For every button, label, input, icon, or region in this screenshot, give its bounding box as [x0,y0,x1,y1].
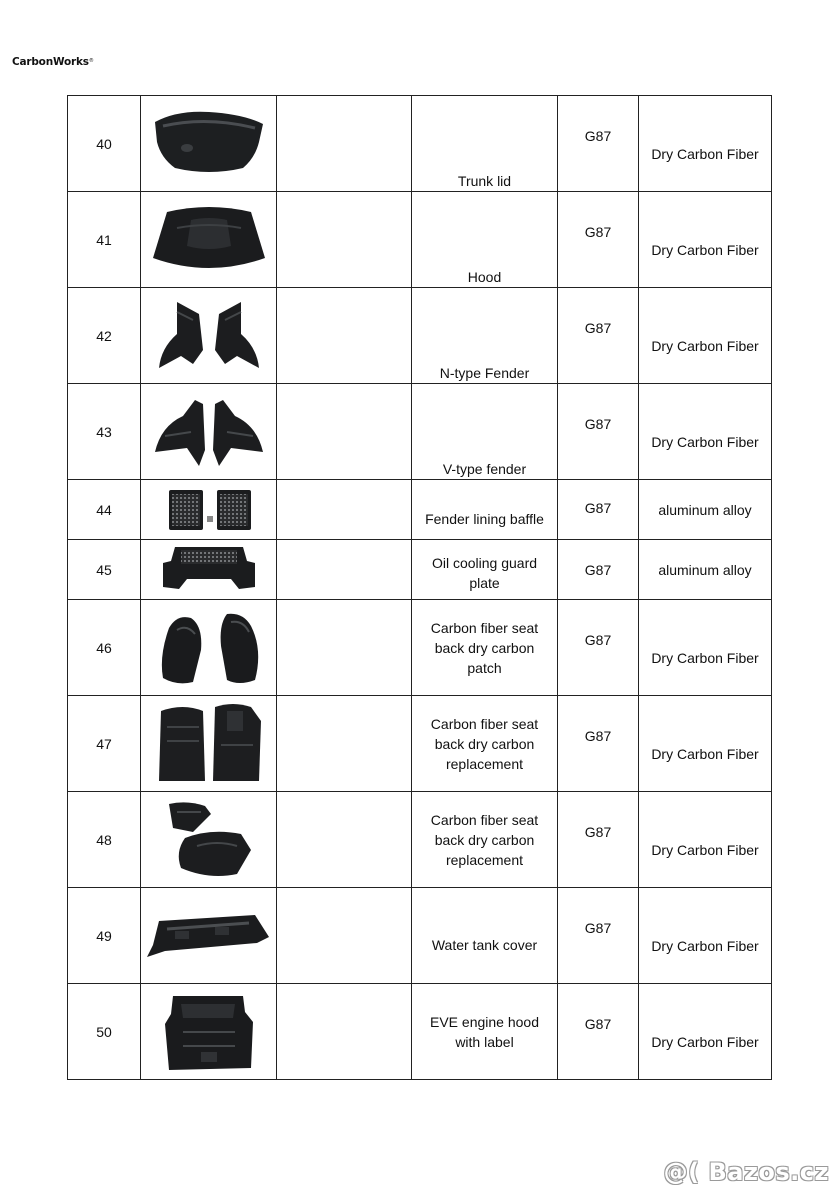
brand-logo: CarbonWorks® [12,56,94,68]
installed-photo [277,888,412,984]
item-number: 49 [68,888,141,984]
material: Dry Carbon Fiber [639,696,772,792]
item-number: 47 [68,696,141,792]
part-name: EVE engine hood with label [412,984,558,1080]
material: Dry Carbon Fiber [639,384,772,480]
item-number: 45 [68,540,141,600]
watermark: @( Bazos.cz [663,1158,829,1186]
table-row [68,192,772,288]
item-number: 50 [68,984,141,1080]
model-code: G87 [558,696,639,792]
part-name: Carbon fiber seat back dry carbon patch [412,600,558,696]
table-row [68,888,772,984]
installed-photo [277,792,412,888]
part-name: Carbon fiber seat back dry carbon replacement [412,696,558,792]
part-name: Trunk lid [412,96,558,192]
material: Dry Carbon Fiber [639,192,772,288]
product-image [141,480,277,540]
engine-cover-icon [147,988,271,1076]
table-row [68,480,772,540]
installed-photo [277,540,412,600]
model-code: G87 [558,984,639,1080]
model-code: G87 [558,192,639,288]
part-name: Hood [412,192,558,288]
model-code: G87 [558,480,639,540]
product-image [141,192,277,288]
table-row [68,96,772,192]
installed-photo [277,96,412,192]
table-row [68,696,772,792]
material: Dry Carbon Fiber [639,96,772,192]
installed-photo [277,600,412,696]
product-image [141,984,277,1080]
guard-plate-icon [147,543,271,597]
model-code: G87 [558,888,639,984]
item-number: 43 [68,384,141,480]
trunk-lid-icon [147,102,271,186]
table-row [68,984,772,1080]
material: Dry Carbon Fiber [639,888,772,984]
product-image [141,600,277,696]
hood-icon [147,198,271,282]
tank-cover-icon [145,901,273,971]
model-code: G87 [558,540,639,600]
model-code: G87 [558,288,639,384]
material: Dry Carbon Fiber [639,792,772,888]
product-image [141,288,277,384]
model-code: G87 [558,792,639,888]
item-number: 40 [68,96,141,192]
material: Dry Carbon Fiber [639,984,772,1080]
installed-photo [277,480,412,540]
product-image [141,540,277,600]
table-row [68,384,772,480]
installed-photo [277,696,412,792]
product-image [141,384,277,480]
table-row [68,600,772,696]
table-row [68,540,772,600]
part-name: Water tank cover [412,888,558,984]
material: Dry Carbon Fiber [639,288,772,384]
product-image [141,792,277,888]
seat-back-icon [147,701,271,787]
installed-photo [277,192,412,288]
part-name: V-type fender [412,384,558,480]
item-number: 46 [68,600,141,696]
seat-back-shell-icon [147,798,271,882]
part-name: Fender lining baffle [412,480,558,540]
installed-photo [277,288,412,384]
model-code: G87 [558,600,639,696]
product-image [141,96,277,192]
installed-photo [277,384,412,480]
seat-back-patch-icon [147,606,271,690]
product-image [141,888,277,984]
table-row [68,792,772,888]
installed-photo [277,984,412,1080]
product-image [141,696,277,792]
material: aluminum alloy [639,480,772,540]
model-code: G87 [558,96,639,192]
model-code: G87 [558,384,639,480]
item-number: 41 [68,192,141,288]
item-number: 42 [68,288,141,384]
table-row [68,288,772,384]
material: aluminum alloy [639,540,772,600]
fender-pair-icon [147,294,271,378]
item-number: 48 [68,792,141,888]
part-name: N-type Fender [412,288,558,384]
fender-pair-icon [147,390,271,474]
mesh-panel-pair-icon [147,484,271,536]
parts-table [67,95,772,1080]
part-name: Carbon fiber seat back dry carbon replacement [412,792,558,888]
part-name: Oil cooling guard plate [412,540,558,600]
material: Dry Carbon Fiber [639,600,772,696]
item-number: 44 [68,480,141,540]
